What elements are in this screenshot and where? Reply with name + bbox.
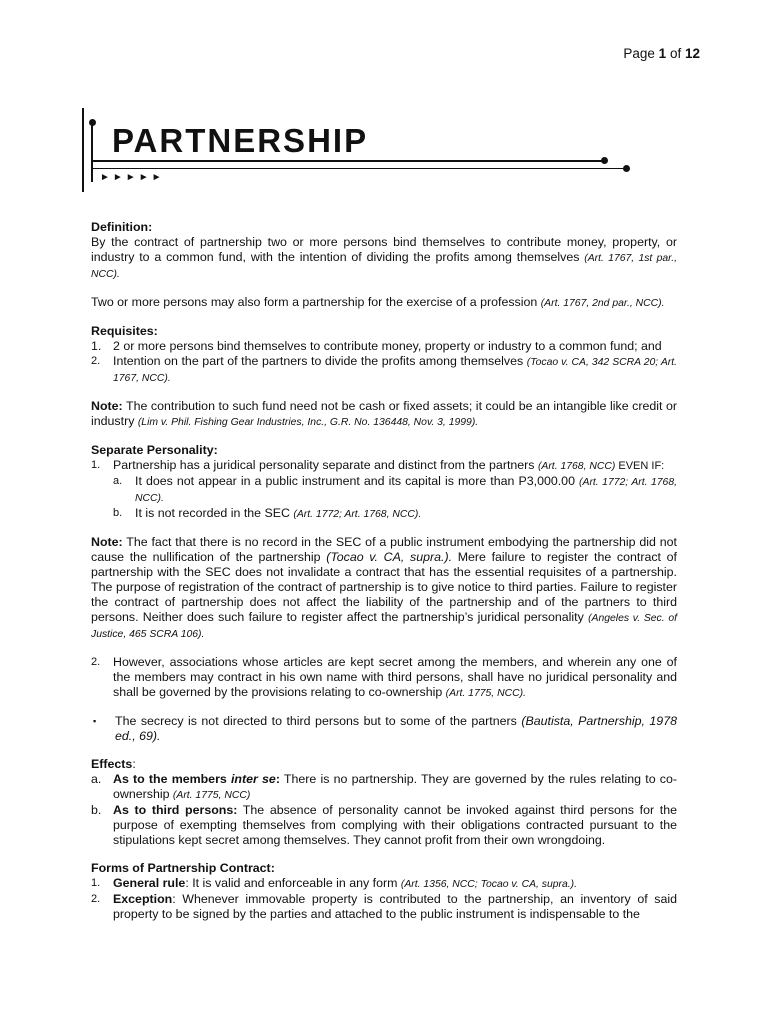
note-cite: (Angeles v. Sec. of Justice, 465 SCRA 106). bbox=[91, 613, 677, 640]
note-label: Note: bbox=[91, 399, 123, 413]
definition-text-main: By the contract of partnership two or more persons bind themselves to contribute money, property, or industry to a common fund, with the intention of dividing the profits among themselves bbox=[91, 235, 677, 264]
effects-cite: (Art. 1775, NCC) bbox=[172, 790, 251, 801]
separate-item-2 bbox=[91, 655, 677, 701]
square-bullet-icon: ▪ bbox=[93, 716, 97, 726]
effects-colon: : bbox=[132, 757, 136, 771]
subitem-text: It is not recorded in the SEC bbox=[135, 506, 294, 520]
definition-profession-text: Two or more persons may also form a partnership for the exercise of a profession bbox=[91, 295, 541, 309]
requisites-note bbox=[91, 399, 677, 430]
title-underline-thin bbox=[92, 168, 626, 169]
requisite-cite: (Tocao v. CA, 342 SCRA 20; Art. 1767, NCC). bbox=[113, 357, 677, 384]
subitem-cite: (Art. 1772; Art. 1768, NCC). bbox=[135, 477, 677, 504]
page-current: 1 bbox=[658, 46, 667, 61]
effects-text: The absence of personality cannot be invoked against third persons for the purpose of exempting themselves from complying with their obligations contracted pursuant to the stipulations kept secret among themselves. They cannot profit from their own wrongdoing. bbox=[113, 803, 678, 847]
separate-item-text: However, associations whose articles are kept secret among the members, and wherein any one of the members may contract in his own name with third persons, shall have no juridical personality and shall be governed by the provisions relating to co-ownership bbox=[113, 655, 677, 699]
separate-subitem bbox=[91, 474, 677, 506]
note-text: The contribution to such fund need not be cash or fixed assets; it could be an intangible like credit or industry bbox=[91, 399, 677, 428]
separate-note bbox=[91, 535, 677, 642]
effects-item-b bbox=[91, 803, 677, 848]
separate-item-1 bbox=[91, 458, 677, 474]
requisite-text-main: Intention on the part of the partners to divide the profits among themselves bbox=[113, 354, 527, 368]
note-text-continued: Mere failure to register the contract of partnership with the SEC does not invalidate a contract that has the essential requisites of a partnership. The purpose of registration of the contract of partnership is to give notice to third parties. Failure to register the contract of partnership does not affect the liability of the partnership and of the partners to third persons. Neither does such failure to register affect the partnership’s juridical personality bbox=[91, 550, 677, 624]
list-number: 2. bbox=[91, 656, 101, 668]
list-number: 2. bbox=[91, 893, 101, 905]
forms-cite: (Art. 1356, NCC; Tocao v. CA, supra.). bbox=[400, 879, 578, 890]
effects-heading-text: Effects bbox=[91, 757, 133, 771]
effects-label-italic: inter se bbox=[230, 772, 276, 786]
effects-label: As to third persons: bbox=[113, 803, 238, 817]
title-dot-mid bbox=[601, 157, 608, 164]
list-number: 1. bbox=[91, 877, 101, 889]
list-letter: b. bbox=[91, 803, 102, 817]
definition-heading: Definition: bbox=[91, 220, 153, 234]
secrecy-bullet-item bbox=[91, 714, 677, 744]
forms-heading: Forms of Partnership Contract: bbox=[91, 861, 275, 875]
title-dot-end bbox=[623, 165, 630, 172]
forms-text: : It is valid and enforceable in any form bbox=[185, 876, 401, 890]
forms-item-1 bbox=[91, 876, 677, 892]
requisite-item bbox=[91, 354, 677, 386]
title-inner-rule bbox=[91, 122, 93, 182]
separate-subitem bbox=[91, 506, 677, 522]
effects-label: As to the members bbox=[113, 772, 231, 786]
subitem-letter: b. bbox=[113, 507, 123, 519]
page-number bbox=[623, 46, 700, 61]
requisite-number: 1. bbox=[91, 339, 102, 353]
definition-profession bbox=[91, 295, 677, 311]
title-underline bbox=[92, 160, 604, 162]
forms-label: Exception bbox=[113, 892, 173, 906]
definition-text bbox=[91, 235, 677, 282]
separate-item-cite: (Art. 1768, NCC) bbox=[537, 461, 616, 472]
separate-item-cite: (Art. 1775, NCC). bbox=[445, 688, 526, 699]
separate-item-tail: EVEN IF: bbox=[615, 460, 665, 472]
note-label: Note: bbox=[91, 535, 123, 549]
bullet-text: The secrecy is not directed to third persons but to some of the partners bbox=[115, 714, 522, 728]
note-text: The fact that there is no record in the SEC of a public instrument embodying the partnership did not cause the nullification of the partnership bbox=[91, 535, 677, 564]
document-body bbox=[91, 220, 677, 922]
forms-label: General rule bbox=[113, 876, 186, 890]
note-cite: (Tocao v. CA, supra.). bbox=[326, 550, 453, 564]
forms-item-2 bbox=[91, 892, 677, 922]
note-cite: (Lim v. Phil. Fishing Gear Industries, Inc., G.R. No. 136448, Nov. 3, 1999). bbox=[137, 417, 479, 428]
title-dot-top bbox=[89, 119, 96, 126]
title-banner bbox=[82, 108, 642, 194]
definition-profession-cite: (Art. 1767, 2nd par., NCC). bbox=[540, 298, 665, 309]
list-number: 1. bbox=[91, 459, 101, 471]
arrow-bullets-icon: ►►►►► bbox=[100, 172, 165, 183]
requisite-number: 2. bbox=[91, 355, 101, 367]
requisite-item bbox=[91, 339, 677, 354]
title-left-rule bbox=[82, 108, 84, 192]
subitem-text: It does not appear in a public instrument and its capital is more than P3,000.00 bbox=[135, 474, 580, 488]
separate-personality-heading: Separate Personality: bbox=[91, 443, 218, 457]
requisite-text-main: 2 or more persons bind themselves to contribute money, property or industry to a common fund; and bbox=[113, 339, 662, 353]
forms-text: : Whenever immovable property is contributed to the partnership, an inventory of said property to be signed by the parties and attached to the public instrument is indispensable to the bbox=[113, 892, 677, 921]
definition-cite: (Art. 1767, 1st par., NCC). bbox=[91, 253, 677, 280]
page-total: 12 bbox=[684, 46, 700, 61]
effects-item-a bbox=[91, 772, 677, 803]
effects-text: There is no partnership. They are governed by the rules relating to co-ownership bbox=[113, 772, 677, 801]
list-letter: a. bbox=[91, 772, 102, 786]
requisites-heading: Requisites: bbox=[91, 324, 158, 338]
effects-label-colon: : bbox=[275, 772, 280, 786]
subitem-cite: (Art. 1772; Art. 1768, NCC). bbox=[293, 509, 422, 520]
subitem-letter: a. bbox=[113, 475, 123, 487]
page-label: Page bbox=[623, 46, 655, 61]
effects-heading bbox=[91, 757, 677, 772]
requisite-text bbox=[113, 339, 677, 354]
separate-item-text: Partnership has a juridical personality separate and distinct from the partners bbox=[113, 458, 538, 472]
page-of: of bbox=[669, 46, 682, 61]
page-title: PARTNERSHIP bbox=[112, 122, 369, 159]
bullet-cite: (Bautista, Partnership, 1978 ed., 69). bbox=[115, 714, 677, 743]
requisite-text bbox=[113, 354, 677, 386]
